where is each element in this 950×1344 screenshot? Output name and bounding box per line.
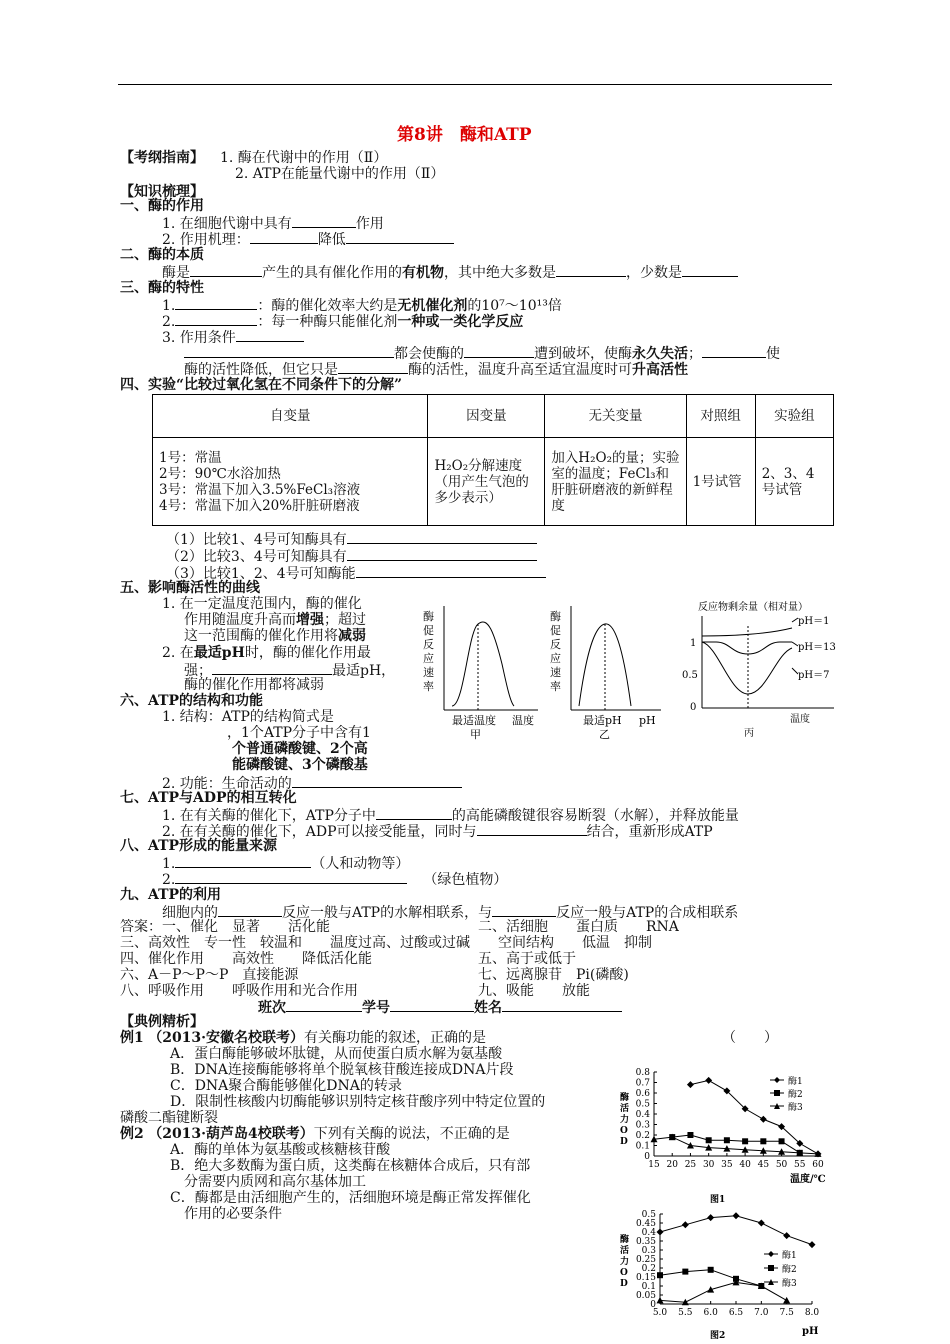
option: A．酶的单体为氨基酸或核糖核苷酸 bbox=[170, 1142, 391, 1158]
answer-line: 四、催化作用 高效性 降低活化能 bbox=[120, 951, 372, 967]
y-tick-label: 0.6 bbox=[635, 1089, 650, 1099]
text-line: 2. 功能：生命活动的 bbox=[162, 774, 462, 792]
class-line: 班次 学号 姓名 bbox=[258, 998, 622, 1016]
x-axis-label: 温度/℃ bbox=[790, 1174, 826, 1185]
x-tick-label: 60 bbox=[812, 1160, 824, 1170]
x-tick-label: 55 bbox=[794, 1160, 806, 1170]
text-line: 2. 在最适pH时，酶的催化作用最 bbox=[162, 645, 371, 661]
x-tick-label: 25 bbox=[684, 1160, 697, 1170]
tick: 0 bbox=[690, 702, 697, 713]
syllabus-label: 【考纲指南】 bbox=[120, 150, 204, 166]
examples-label: 【典例精析】 bbox=[120, 1014, 204, 1030]
text-line: 都会使酶的 遭到破坏，使酶永久失活； 使 bbox=[184, 344, 780, 362]
text-line: 酶是 产生的具有催化作用的有机物，其中绝大多数是 ，少数是 bbox=[162, 263, 738, 281]
blank bbox=[175, 296, 257, 310]
y-tick-label: 0.15 bbox=[635, 1273, 656, 1283]
experiment-table bbox=[152, 394, 834, 526]
y-axis-label: 活 bbox=[620, 1104, 630, 1114]
legend-label: 酶3 bbox=[782, 1279, 797, 1289]
x-tick-label: 8.0 bbox=[804, 1308, 820, 1318]
tick: 1 bbox=[690, 638, 697, 649]
blank bbox=[190, 263, 262, 277]
th-ctrl: 对照组 bbox=[686, 395, 755, 438]
graph-bing-caption: 丙 bbox=[744, 728, 754, 739]
graph-jia bbox=[418, 602, 540, 742]
legend-marker bbox=[774, 1077, 780, 1083]
text-line: 1. （人和动物等） bbox=[162, 856, 410, 872]
x-tick-label: 6.0 bbox=[703, 1308, 718, 1318]
x-tick-label: 15 bbox=[648, 1160, 660, 1170]
y-tick-label: 0 bbox=[644, 1152, 650, 1162]
graph-jia-xlabel: 温度 bbox=[512, 714, 534, 727]
option: A．蛋白酶能够破坏肽键，从而使蛋白质水解为氨基酸 bbox=[170, 1046, 503, 1062]
section-heading: 九、ATP的利用 bbox=[120, 887, 222, 903]
ylabel-char: 酶 bbox=[423, 610, 434, 623]
y-tick-label: 0.8 bbox=[635, 1068, 650, 1078]
text-line: 2. 作用机理： 降低 bbox=[162, 230, 454, 248]
graph-jia-ylabel bbox=[423, 609, 434, 693]
y-axis-label: 力 bbox=[620, 1115, 630, 1125]
blank bbox=[175, 854, 311, 868]
answer-line: 二、活细胞 蛋白质 RNA bbox=[478, 919, 679, 935]
blank bbox=[356, 564, 546, 578]
point-酶2 bbox=[760, 1138, 766, 1144]
y-tick-label: 0.1 bbox=[635, 1141, 650, 1152]
blank bbox=[682, 263, 738, 277]
point-酶2 bbox=[706, 1137, 712, 1143]
text-line: 2. （绿色植物） bbox=[162, 872, 508, 888]
y-axis-label: D bbox=[620, 1137, 628, 1147]
ylabel-char: 速 bbox=[550, 666, 561, 679]
blank bbox=[184, 344, 394, 358]
text-line: 作用随温度升高而增强；超过 bbox=[184, 612, 366, 628]
text-line: 2. 在有关酶的催化下，ADP可以接受能量，同时与 结合，重新形成ATP bbox=[162, 824, 713, 840]
td-exp: 2、3、4号试管 bbox=[755, 438, 833, 526]
y-axis-label: 力 bbox=[620, 1257, 630, 1267]
ylabel-char: 促 bbox=[423, 624, 434, 637]
point-酶2 bbox=[657, 1272, 663, 1278]
blank bbox=[492, 903, 556, 917]
y-tick-label: 0.3 bbox=[635, 1120, 650, 1131]
section-heading: 五、影响酶活性的曲线 bbox=[120, 580, 260, 596]
legend-ph7: pH＝7 bbox=[798, 670, 830, 681]
y-axis-label: O bbox=[620, 1268, 628, 1278]
x-tick-label: 35 bbox=[721, 1160, 733, 1170]
point-酶2 bbox=[742, 1138, 748, 1144]
ylabel-char: 率 bbox=[423, 680, 434, 693]
graph-bing-ylabel: 反应物剩余量（相对量） bbox=[698, 602, 808, 613]
option: 分需要内质网和高尔基体加工 bbox=[184, 1174, 366, 1190]
y-axis-label: 活 bbox=[620, 1246, 630, 1256]
text-line: 个普通磷酸键、2个高 bbox=[232, 741, 368, 757]
top-rule bbox=[118, 84, 832, 85]
option: B．DNA连接酶能够将单个脱氧核苷酸连接成DNA片段 bbox=[170, 1062, 514, 1078]
legend-ph1: pH＝1 bbox=[798, 616, 830, 627]
y-tick-label: 0.2 bbox=[635, 1131, 650, 1141]
point-酶1 bbox=[682, 1221, 689, 1228]
legend-marker bbox=[768, 1251, 774, 1257]
legend-marker bbox=[774, 1090, 780, 1096]
answer-line: 八、呼吸作用 呼吸作用和光合作用 bbox=[120, 983, 358, 999]
x-axis-label: pH bbox=[802, 1326, 819, 1337]
text-line: （2）比较3、4号可知酶具有 bbox=[166, 547, 537, 565]
section-heading: 二、酶的本质 bbox=[120, 247, 204, 263]
ylabel-char: 应 bbox=[550, 652, 561, 665]
tick: 0.5 bbox=[682, 670, 698, 681]
option: C．酶都是由活细胞产生的，活细胞环境是酶正常发挥催化 bbox=[170, 1190, 531, 1206]
graph-bing bbox=[678, 596, 838, 744]
point-酶1 bbox=[705, 1077, 712, 1084]
legend-label: 酶2 bbox=[782, 1265, 797, 1275]
text-line: 1. 结构：ATP的结构简式是 bbox=[162, 709, 334, 725]
th-iv: 自变量 bbox=[153, 395, 428, 438]
answer-line: 五、高于或低于 bbox=[478, 951, 576, 967]
point-酶1 bbox=[809, 1241, 816, 1248]
series-line-酶3 bbox=[654, 1137, 818, 1154]
section-heading: 六、ATP的结构和功能 bbox=[120, 693, 264, 709]
y-axis-label: O bbox=[620, 1126, 628, 1136]
text-line: 这一范围酶的催化作用将减弱 bbox=[184, 628, 366, 644]
answer-paren: （ ） bbox=[722, 1030, 778, 1046]
answer-line: 答案：一、催化 显著 活化能 bbox=[120, 919, 330, 935]
y-axis-label: 酶 bbox=[620, 1235, 630, 1245]
option: C．DNA聚合酶能够催化DNA的转录 bbox=[170, 1078, 402, 1094]
ylabel-char: 反 bbox=[550, 638, 561, 651]
y-tick-label: 0.4 bbox=[635, 1110, 650, 1120]
x-tick-label: 5.5 bbox=[678, 1308, 693, 1318]
legend-label: 酶1 bbox=[788, 1077, 803, 1087]
td-ctrl: 1号试管 bbox=[686, 438, 755, 526]
legend-marker bbox=[768, 1265, 774, 1271]
y-tick-label: 0.3 bbox=[641, 1246, 656, 1256]
blank bbox=[464, 344, 534, 358]
blank bbox=[236, 328, 304, 342]
ylabel-char: 酶 bbox=[550, 610, 561, 623]
blank bbox=[502, 998, 622, 1012]
blank bbox=[175, 312, 257, 326]
option: 作用的必要条件 bbox=[184, 1206, 282, 1222]
section-heading: 四、实验“比较过氧化氢在不同条件下的分解” bbox=[120, 377, 403, 393]
text-line: （1）比较1、4号可知酶具有 bbox=[166, 530, 537, 548]
chart-title: 图2 bbox=[710, 1331, 726, 1341]
section-heading: 三、酶的特性 bbox=[120, 280, 204, 296]
blank bbox=[218, 903, 282, 917]
point-酶1 bbox=[760, 1116, 767, 1123]
blank bbox=[376, 806, 452, 820]
text-line: 细胞内的 反应一般与ATP的水解相联系，与 反应一般与ATP的合成相联系 bbox=[162, 905, 739, 921]
text-line: 1. ：酶的催化效率大约是无机催化剂的10⁷～10¹³倍 bbox=[162, 298, 562, 314]
series-line-酶1 bbox=[660, 1216, 812, 1245]
x-tick-label: 7.0 bbox=[754, 1308, 769, 1318]
x-tick-label: 20 bbox=[666, 1160, 678, 1170]
legend-ph13: pH＝13 bbox=[798, 642, 836, 653]
td-cv: 加入H₂O₂的量；实验室的温度；FeCl₃和肝脏研磨液的新鲜程度 bbox=[545, 438, 686, 526]
section-heading: 八、ATP形成的能量来源 bbox=[120, 838, 278, 854]
point-酶2 bbox=[687, 1132, 693, 1138]
point-酶2 bbox=[708, 1267, 714, 1273]
text-line: 1. 在有关酶的催化下，ATP分子中 的高能磷酸键很容易断裂（水解），并释放能量 bbox=[162, 808, 739, 824]
blank bbox=[347, 530, 537, 544]
text-line: （3）比较1、2、4号可知酶能 bbox=[166, 564, 546, 582]
option: 磷酸二酯键断裂 bbox=[120, 1110, 218, 1126]
ylabel-char: 促 bbox=[550, 624, 561, 637]
series-line-酶3 bbox=[660, 1282, 787, 1302]
section-heading: 七、ATP与ADP的相互转化 bbox=[120, 790, 297, 806]
legend-label: 酶1 bbox=[782, 1251, 797, 1261]
x-tick-label: 40 bbox=[739, 1160, 751, 1170]
blank bbox=[390, 998, 474, 1012]
option: B．绝大多数酶为蛋白质，这类酶在核糖体合成后，只有部 bbox=[170, 1158, 531, 1174]
point-酶1 bbox=[687, 1081, 694, 1088]
blank bbox=[477, 822, 587, 836]
point-酶1 bbox=[758, 1220, 765, 1227]
y-tick-label: 0.1 bbox=[641, 1282, 656, 1292]
page-title: 第8讲 酶和ATP bbox=[397, 125, 532, 145]
blank bbox=[286, 998, 362, 1012]
legend-label: 酶2 bbox=[788, 1090, 803, 1100]
section-heading: 一、酶的作用 bbox=[120, 198, 204, 214]
example-question: 例1 （2013·安徽名校联考）有关酶功能的叙述，正确的是 bbox=[120, 1030, 487, 1046]
x-tick-label: 6.5 bbox=[728, 1308, 744, 1318]
point-酶1 bbox=[707, 1214, 714, 1221]
blank bbox=[292, 214, 356, 228]
graph-jia-xopt: 最适温度 bbox=[452, 714, 496, 727]
point-酶2 bbox=[779, 1138, 785, 1144]
example-question: 例2 （2013·葫芦岛4校联考）下列有关酶的说法，不正确的是 bbox=[120, 1126, 510, 1142]
blank bbox=[175, 870, 407, 884]
y-tick-label: 0.45 bbox=[635, 1219, 656, 1229]
th-dv: 因变量 bbox=[428, 395, 545, 438]
point-酶1 bbox=[783, 1232, 790, 1239]
y-tick-label: 0.4 bbox=[641, 1228, 656, 1238]
ylabel-char: 速 bbox=[423, 666, 434, 679]
blank bbox=[556, 263, 626, 277]
point-酶3 bbox=[783, 1297, 790, 1304]
text-line: 1. 在细胞代谢中具有 作用 bbox=[162, 216, 384, 232]
x-tick-label: 45 bbox=[757, 1160, 770, 1170]
point-酶2 bbox=[724, 1137, 730, 1143]
answer-line: 九、吸能 放能 bbox=[478, 983, 590, 999]
y-axis-label: D bbox=[620, 1279, 628, 1289]
y-tick-label: 0.5 bbox=[641, 1210, 656, 1220]
text-line: 强； 最适pH， bbox=[184, 663, 396, 679]
x-tick-label: 30 bbox=[702, 1160, 715, 1170]
graph-jia-caption: 甲 bbox=[470, 728, 481, 741]
th-cv: 无关变量 bbox=[545, 395, 686, 438]
blank bbox=[292, 774, 462, 788]
blank bbox=[346, 230, 454, 244]
chart-title: 图1 bbox=[710, 1195, 726, 1205]
chart-fig1 bbox=[614, 1066, 842, 1210]
ylabel-char: 率 bbox=[550, 680, 561, 693]
x-tick-label: 5.0 bbox=[652, 1308, 668, 1318]
text-line: 酶的活性降低，但它只是 酶的活性，温度升高至适宜温度时可升高活性 bbox=[184, 362, 688, 378]
y-tick-label: 0.05 bbox=[635, 1291, 656, 1301]
graph-yi-xlabel: pH bbox=[639, 714, 656, 727]
text-line: 酶的催化作用都将减弱 bbox=[184, 677, 324, 693]
th-exp: 实验组 bbox=[755, 395, 833, 438]
answer-line: 三、高效性 专一性 较温和 温度过高、过酸或过碱 空间结构 低温 抑制 bbox=[120, 935, 652, 951]
point-酶1 bbox=[733, 1212, 740, 1219]
graph-yi-xopt: 最适pH bbox=[583, 714, 622, 727]
y-tick-label: 0.2 bbox=[641, 1264, 656, 1274]
answer-line: 六、A－P～P～P 直接能源 bbox=[120, 967, 299, 983]
blank bbox=[338, 360, 408, 374]
point-酶1 bbox=[657, 1229, 664, 1236]
graph-yi bbox=[545, 602, 667, 742]
graph-yi-caption: 乙 bbox=[599, 728, 610, 741]
x-tick-label: 7.5 bbox=[779, 1308, 794, 1318]
text-line: 能磷酸键、3个磷酸基 bbox=[232, 757, 368, 773]
y-tick-label: 0.25 bbox=[635, 1255, 656, 1265]
syllabus-item: 2. ATP在能量代谢中的作用（Ⅱ） bbox=[235, 166, 445, 182]
blank bbox=[347, 547, 537, 561]
answer-line: 七、远离腺苷 Pi(磷酸) bbox=[478, 967, 629, 983]
knowledge-label: 【知识梳理】 bbox=[120, 184, 204, 200]
y-tick-label: 0.7 bbox=[635, 1078, 650, 1089]
ylabel-char: 反 bbox=[423, 638, 434, 651]
option: D．限制性核酸内切酶能够识别特定核苷酸序列中特定位置的 bbox=[170, 1094, 546, 1110]
point-酶3 bbox=[687, 1142, 694, 1149]
y-axis-label: 酶 bbox=[620, 1093, 630, 1103]
point-酶2 bbox=[682, 1269, 688, 1275]
syllabus-item: 1. 酶在代谢中的作用（Ⅱ） bbox=[220, 150, 388, 166]
text-line: ，1个ATP分子中含有1 bbox=[227, 725, 371, 741]
text-line: 3. 作用条件 bbox=[162, 328, 304, 346]
text-line: 2. ：每一种酶只能催化剂一种或一类化学反应 bbox=[162, 314, 524, 330]
td-dv: H₂O₂分解速度（用产生气泡的多少表示） bbox=[428, 438, 545, 526]
blank bbox=[250, 230, 318, 244]
blank bbox=[212, 661, 332, 675]
y-tick-label: 0 bbox=[650, 1300, 656, 1310]
chart-fig2 bbox=[614, 1210, 842, 1344]
ylabel-char: 应 bbox=[423, 652, 434, 665]
td-iv: 1号：常温 2号：90℃水浴加热 3号：常温下加入3.5%FeCl₃溶液 4号：常温下加入20%肝脏研磨液 bbox=[153, 438, 428, 526]
graph-yi-ylabel bbox=[550, 609, 561, 693]
text-line: 1. 在一定温度范围内，酶的催化 bbox=[162, 596, 362, 612]
y-tick-label: 0.5 bbox=[635, 1099, 650, 1110]
y-tick-label: 0.35 bbox=[635, 1237, 656, 1247]
graph-bing-xlabel: 温度 bbox=[790, 714, 810, 725]
blank bbox=[702, 344, 766, 358]
x-tick-label: 50 bbox=[775, 1160, 788, 1170]
legend-label: 酶3 bbox=[788, 1103, 803, 1113]
